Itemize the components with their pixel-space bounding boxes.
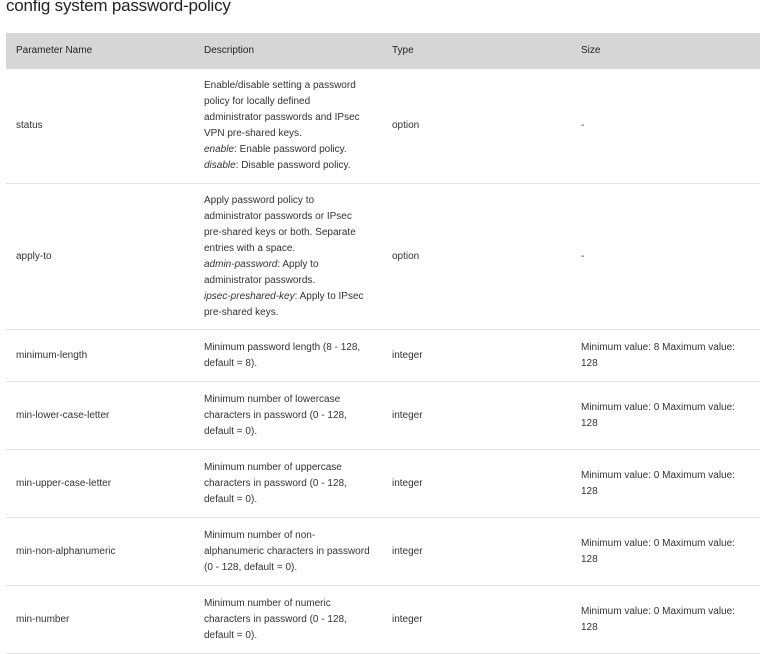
parameter-description [194, 184, 382, 330]
parameter-name: status [6, 69, 194, 184]
option-key: disable [204, 160, 236, 171]
parameter-description: Minimum number of numeric characters in password (0 - 128, default = 0). [194, 586, 382, 654]
option-key: enable [204, 144, 235, 155]
parameter-description: Minimum number of non-alphanumeric characters in password (0 - 128, default = 0). [194, 518, 382, 586]
option-text: Enable password policy. [236, 144, 347, 155]
parameter-size: - [571, 184, 760, 330]
parameter-size: Minimum value: 0 Maximum value: 128 [571, 382, 760, 450]
option-text: Apply to IPsec pre-shared keys. [204, 290, 364, 318]
option-line: disable: Disable password policy. [204, 160, 351, 171]
table-row [6, 330, 760, 382]
option-line: enable: Enable password policy. [204, 144, 347, 155]
parameter-name: min-lower-case-letter [6, 382, 194, 450]
description-text: Enable/disable setting a password policy for locally defined administrator passwords and IPsec VPN pre-shared keys. [204, 80, 360, 139]
parameter-size: Minimum value: 8 Maximum value: 128 [571, 330, 760, 382]
parameter-type: integer [382, 330, 571, 382]
parameter-name: min-upper-case-letter [6, 450, 194, 518]
description-text: Apply password policy to administrator passwords or IPsec pre-shared keys or both. Separate entries with a space. [204, 194, 356, 254]
option-line: ipsec-preshared-key: Apply to IPsec pre-shared keys. [204, 290, 364, 318]
parameter-description: Minimum number of uppercase characters in password (0 - 128, default = 0). [194, 450, 382, 518]
page-title: config system password-policy [6, 0, 231, 15]
header-type: Type [382, 33, 571, 69]
parameter-type: option [382, 69, 571, 184]
parameter-type: integer [382, 586, 571, 654]
option-line: admin-password: Apply to administrator passwords. [204, 258, 319, 286]
parameter-type: option [382, 184, 571, 330]
option-text: Disable password policy. [238, 160, 351, 171]
table-row [6, 382, 760, 450]
parameter-type: integer [382, 382, 571, 450]
parameter-table [6, 33, 760, 654]
table-row [6, 184, 760, 330]
parameter-name: min-non-alphanumeric [6, 518, 194, 586]
parameter-description [194, 69, 382, 184]
parameter-name: minimum-length [6, 330, 194, 382]
parameter-description: Minimum password length (8 - 128, default = 8). [194, 330, 382, 382]
parameter-type: integer [382, 518, 571, 586]
parameter-name: min-number [6, 586, 194, 654]
table-row [6, 586, 760, 654]
table-row [6, 69, 760, 184]
parameter-size: Minimum value: 0 Maximum value: 128 [571, 450, 760, 518]
option-key: ipsec-preshared-key [204, 290, 295, 302]
parameter-description: Minimum number of lowercase characters in password (0 - 128, default = 0). [194, 382, 382, 450]
parameter-size: Minimum value: 0 Maximum value: 128 [571, 518, 760, 586]
parameter-name: apply-to [6, 184, 194, 330]
parameter-size: Minimum value: 0 Maximum value: 128 [571, 586, 760, 654]
parameter-type: integer [382, 450, 571, 518]
option-key: admin-password [204, 258, 278, 270]
parameter-size: - [571, 69, 760, 184]
table-row [6, 518, 760, 586]
header-size: Size [571, 33, 760, 69]
table-row [6, 450, 760, 518]
option-text: Apply to administrator passwords. [204, 258, 319, 286]
table-header-row [6, 33, 760, 69]
header-parameter-name: Parameter Name [6, 33, 194, 69]
header-description: Description [194, 33, 382, 69]
